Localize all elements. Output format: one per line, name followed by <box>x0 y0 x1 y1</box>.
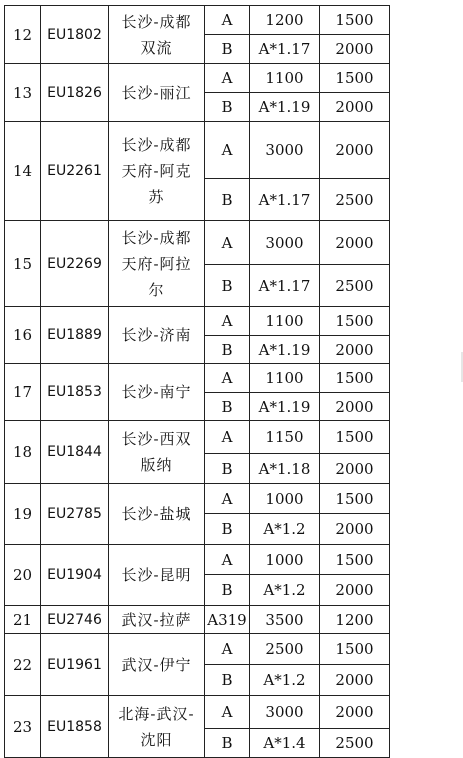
flight-number: EU2261 <box>41 122 109 221</box>
fare-table <box>4 5 390 758</box>
fare-limit: 1500 <box>320 421 390 454</box>
row-number: 14 <box>5 122 41 221</box>
fare-class: A <box>205 484 250 514</box>
fare-price: 2500 <box>250 634 320 665</box>
row-number: 15 <box>5 221 41 307</box>
route-cell <box>109 421 205 484</box>
route-cell <box>109 606 205 634</box>
table-row <box>5 307 390 336</box>
flight-number: EU1844 <box>41 421 109 484</box>
flight-number: EU1853 <box>41 364 109 421</box>
fare-price: A*1.17 <box>250 265 320 307</box>
table-row <box>5 545 390 575</box>
route-text: 长沙-济南 <box>121 326 192 344</box>
table-row <box>5 122 390 179</box>
table-row <box>5 606 390 634</box>
row-number: 23 <box>5 696 41 758</box>
flight-number: EU1904 <box>41 545 109 606</box>
fare-price: A*1.2 <box>250 514 320 545</box>
fare-price: A*1.2 <box>250 665 320 696</box>
fare-class: B <box>205 179 250 221</box>
route-cell <box>109 696 205 758</box>
fare-class: A <box>205 6 250 35</box>
fare-price: A*1.2 <box>250 575 320 606</box>
flight-number: EU1826 <box>41 64 109 122</box>
fare-class: A <box>205 64 250 93</box>
row-number: 16 <box>5 307 41 364</box>
fare-limit: 2500 <box>320 179 390 221</box>
fare-price: 3000 <box>250 122 320 179</box>
fare-limit: 2000 <box>320 454 390 484</box>
route-text: 长沙-成都 双流 <box>121 12 192 57</box>
fare-limit: 2000 <box>320 575 390 606</box>
fare-price: 1150 <box>250 421 320 454</box>
flight-number: EU1889 <box>41 307 109 364</box>
table-row <box>5 364 390 393</box>
fare-class: A <box>205 221 250 265</box>
fare-class: A <box>205 364 250 393</box>
fare-table-body <box>5 6 390 758</box>
row-number: 19 <box>5 484 41 545</box>
fare-limit: 2500 <box>320 729 390 758</box>
route-text: 长沙-丽江 <box>121 83 192 102</box>
route-cell <box>109 6 205 64</box>
fare-price: 1100 <box>250 307 320 336</box>
row-number: 17 <box>5 364 41 421</box>
row-number: 13 <box>5 64 41 122</box>
row-number: 18 <box>5 421 41 484</box>
route-text: 长沙-成都 天府-阿拉 尔 <box>121 228 192 299</box>
route-cell <box>109 122 205 221</box>
route-text: 武汉-伊宁 <box>121 655 192 674</box>
fare-limit: 1200 <box>320 606 390 634</box>
fare-limit: 1500 <box>320 484 390 514</box>
fare-limit: 2000 <box>320 393 390 421</box>
table-row <box>5 484 390 514</box>
table-row <box>5 6 390 35</box>
fare-limit: 1500 <box>320 307 390 336</box>
fare-price: 1100 <box>250 364 320 393</box>
fare-price: A*1.4 <box>250 729 320 758</box>
route-cell <box>109 307 205 364</box>
route-text: 北海-武汉- 沈阳 <box>118 704 195 749</box>
fare-class: B <box>205 35 250 64</box>
fare-limit: 2000 <box>320 35 390 64</box>
route-text: 长沙-昆明 <box>121 566 192 584</box>
route-text: 武汉-拉萨 <box>121 610 192 629</box>
fare-limit: 1500 <box>320 545 390 575</box>
row-number: 12 <box>5 6 41 64</box>
fare-limit: 2000 <box>320 122 390 179</box>
fare-limit: 1500 <box>320 634 390 665</box>
fare-class: A <box>205 545 250 575</box>
route-text: 长沙-成都 天府-阿克 苏 <box>121 136 192 206</box>
fare-limit: 2000 <box>320 336 390 364</box>
fare-limit: 1500 <box>320 6 390 35</box>
fare-class: B <box>205 729 250 758</box>
row-number: 21 <box>5 606 41 634</box>
flight-number: EU1961 <box>41 634 109 696</box>
route-cell <box>109 634 205 696</box>
fare-limit: 2000 <box>320 93 390 122</box>
flight-number: EU1858 <box>41 696 109 758</box>
fare-class: B <box>205 393 250 421</box>
fare-class: B <box>205 665 250 696</box>
fare-class: B <box>205 454 250 484</box>
fare-price: A*1.17 <box>250 35 320 64</box>
fare-price: 1200 <box>250 6 320 35</box>
fare-limit: 1500 <box>320 364 390 393</box>
table-row <box>5 64 390 93</box>
fare-price: 3000 <box>250 696 320 729</box>
route-text: 长沙-盐城 <box>121 505 192 523</box>
table-row <box>5 221 390 265</box>
flight-number: EU2269 <box>41 221 109 307</box>
table-row <box>5 634 390 665</box>
fare-limit: 2000 <box>320 514 390 545</box>
fare-class: A <box>205 122 250 179</box>
fare-class: A319 <box>205 606 250 634</box>
fare-price: A*1.19 <box>250 393 320 421</box>
route-cell <box>109 64 205 122</box>
fare-class: B <box>205 265 250 307</box>
fare-limit: 2000 <box>320 665 390 696</box>
route-text: 长沙-南宁 <box>121 383 192 401</box>
fare-price: A*1.19 <box>250 93 320 122</box>
fare-price: 3000 <box>250 221 320 265</box>
fare-price: 1000 <box>250 484 320 514</box>
flight-number: EU2746 <box>41 606 109 634</box>
fare-class: A <box>205 421 250 454</box>
flight-number: EU2785 <box>41 484 109 545</box>
fare-limit: 2000 <box>320 696 390 729</box>
row-number: 22 <box>5 634 41 696</box>
fare-class: B <box>205 93 250 122</box>
fare-limit: 2500 <box>320 265 390 307</box>
fare-limit: 2000 <box>320 221 390 265</box>
fare-class: A <box>205 696 250 729</box>
fare-price: A*1.19 <box>250 336 320 364</box>
fare-price: 3500 <box>250 606 320 634</box>
fare-price: 1000 <box>250 545 320 575</box>
route-cell <box>109 545 205 606</box>
fare-price: A*1.18 <box>250 454 320 484</box>
table-row <box>5 421 390 454</box>
route-cell <box>109 484 205 545</box>
flight-number: EU1802 <box>41 6 109 64</box>
route-text: 长沙-西双 版纳 <box>121 430 192 474</box>
fare-class: B <box>205 514 250 545</box>
fare-class: A <box>205 634 250 665</box>
fare-price: 1100 <box>250 64 320 93</box>
fare-price: A*1.17 <box>250 179 320 221</box>
fare-limit: 1500 <box>320 64 390 93</box>
fare-class: A <box>205 307 250 336</box>
row-number: 20 <box>5 545 41 606</box>
table-row <box>5 696 390 729</box>
fare-class: B <box>205 336 250 364</box>
route-cell <box>109 364 205 421</box>
fare-class: B <box>205 575 250 606</box>
route-cell <box>109 221 205 307</box>
